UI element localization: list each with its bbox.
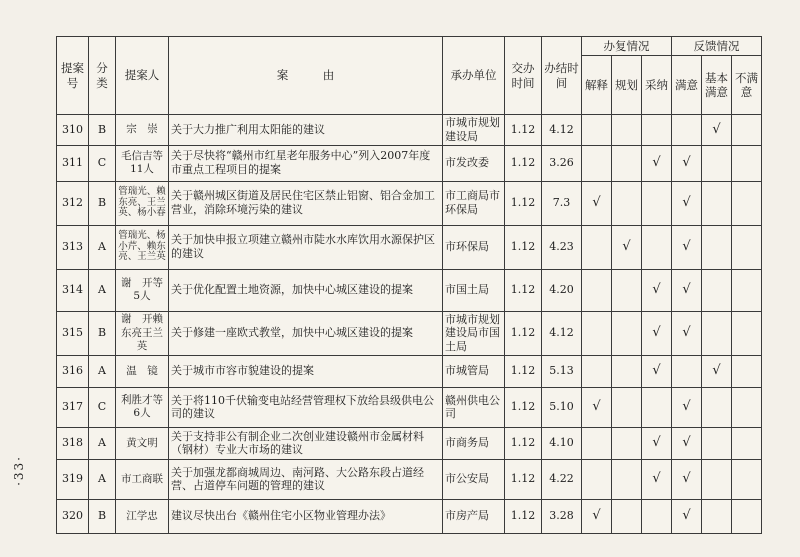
- cell-reply-adopt: [642, 225, 672, 269]
- cell-fb-unsatisfied: [732, 499, 762, 533]
- cell-assigned: 1.12: [505, 459, 542, 499]
- cell-category: C: [89, 387, 116, 427]
- cell-proposer: 管瑞光、赖东亮、王兰英、杨小春: [116, 181, 169, 225]
- header-subject: 案 由: [169, 37, 443, 115]
- cell-fb-satisfied: √: [672, 387, 702, 427]
- cell-reply-plan: [612, 499, 642, 533]
- cell-no: 311: [57, 145, 89, 181]
- cell-unit: 市城市规划建设局市国土局: [443, 311, 505, 355]
- cell-assigned: 1.12: [505, 355, 542, 387]
- cell-subject: 关于尽快将“赣州市红星老年服务中心”列入2007年度市重点工程项目的提案: [169, 145, 443, 181]
- cell-unit: 市商务局: [443, 427, 505, 459]
- cell-reply-plan: [612, 115, 642, 146]
- cell-reply-adopt: √: [642, 355, 672, 387]
- proposal-table: [56, 36, 762, 534]
- cell-reply-adopt: √: [642, 427, 672, 459]
- cell-category: B: [89, 181, 116, 225]
- cell-fb-unsatisfied: [732, 225, 762, 269]
- header-fb-unsatisfied: 不满意: [732, 56, 762, 115]
- cell-reply-adopt: √: [642, 145, 672, 181]
- cell-fb-satisfied: √: [672, 145, 702, 181]
- cell-unit: 市城管局: [443, 355, 505, 387]
- cell-no: 319: [57, 459, 89, 499]
- header-no: 提案号: [57, 37, 89, 115]
- cell-reply-plan: [612, 269, 642, 311]
- cell-reply-adopt: √: [642, 311, 672, 355]
- header-fb-basic: 基本满意: [702, 56, 732, 115]
- cell-unit: 赣州供电公司: [443, 387, 505, 427]
- cell-fb-unsatisfied: [732, 355, 762, 387]
- cell-subject: 关于加强龙都商城周边、南河路、大公路东段占道经营、占道停车问题的管理的建议: [169, 459, 443, 499]
- cell-reply-plan: [612, 311, 642, 355]
- cell-fb-basic: [702, 311, 732, 355]
- cell-reply-plan: [612, 459, 642, 499]
- cell-fb-unsatisfied: [732, 115, 762, 146]
- cell-reply-plan: [612, 427, 642, 459]
- table-row: [57, 181, 762, 225]
- cell-reply-explain: √: [582, 181, 612, 225]
- header-proposer: 提案人: [116, 37, 169, 115]
- cell-reply-explain: [582, 115, 612, 146]
- cell-proposer: 黄文明: [116, 427, 169, 459]
- cell-category: B: [89, 311, 116, 355]
- cell-fb-satisfied: √: [672, 311, 702, 355]
- table-row: [57, 459, 762, 499]
- cell-fb-basic: [702, 459, 732, 499]
- cell-category: A: [89, 355, 116, 387]
- cell-fb-satisfied: √: [672, 427, 702, 459]
- header-reply-adopt: 采纳: [642, 56, 672, 115]
- cell-fb-satisfied: √: [672, 459, 702, 499]
- table-body: [57, 115, 762, 534]
- cell-category: B: [89, 499, 116, 533]
- header-reply-plan: 规划: [612, 56, 642, 115]
- cell-subject: 关于修建一座欧式教堂，加快中心城区建设的提案: [169, 311, 443, 355]
- table-row: [57, 225, 762, 269]
- page-number: ·33·: [12, 455, 26, 486]
- cell-no: 318: [57, 427, 89, 459]
- cell-no: 312: [57, 181, 89, 225]
- cell-unit: 市国土局: [443, 269, 505, 311]
- cell-fb-satisfied: [672, 355, 702, 387]
- cell-reply-explain: [582, 427, 612, 459]
- cell-fb-basic: [702, 225, 732, 269]
- header-feedback-group: 反馈情况: [672, 37, 762, 56]
- cell-reply-adopt: [642, 115, 672, 146]
- cell-reply-explain: [582, 145, 612, 181]
- cell-category: A: [89, 269, 116, 311]
- cell-fb-basic: [702, 145, 732, 181]
- cell-assigned: 1.12: [505, 225, 542, 269]
- cell-reply-adopt: [642, 499, 672, 533]
- table-row: [57, 355, 762, 387]
- cell-fb-basic: [702, 499, 732, 533]
- cell-assigned: 1.12: [505, 145, 542, 181]
- cell-category: A: [89, 427, 116, 459]
- header-reply-group: 办复情况: [582, 37, 672, 56]
- cell-fb-unsatisfied: [732, 459, 762, 499]
- cell-assigned: 1.12: [505, 427, 542, 459]
- table-row: [57, 499, 762, 533]
- cell-unit: 市发改委: [443, 145, 505, 181]
- cell-category: B: [89, 115, 116, 146]
- cell-subject: 关于大力推广利用太阳能的建议: [169, 115, 443, 146]
- cell-reply-explain: √: [582, 387, 612, 427]
- cell-proposer: 利胜才等6人: [116, 387, 169, 427]
- cell-reply-plan: [612, 145, 642, 181]
- cell-no: 313: [57, 225, 89, 269]
- cell-fb-unsatisfied: [732, 145, 762, 181]
- table-row: [57, 311, 762, 355]
- cell-no: 316: [57, 355, 89, 387]
- cell-completed: 4.10: [542, 427, 582, 459]
- header-unit: 承办单位: [443, 37, 505, 115]
- cell-unit: 市工商局市环保局: [443, 181, 505, 225]
- cell-reply-plan: [612, 181, 642, 225]
- header-assigned: 交办时间: [505, 37, 542, 115]
- cell-fb-basic: [702, 427, 732, 459]
- cell-no: 310: [57, 115, 89, 146]
- cell-completed: 3.26: [542, 145, 582, 181]
- cell-fb-satisfied: [672, 115, 702, 146]
- cell-completed: 4.22: [542, 459, 582, 499]
- cell-fb-basic: [702, 269, 732, 311]
- cell-fb-unsatisfied: [732, 311, 762, 355]
- cell-proposer: 江学忠: [116, 499, 169, 533]
- cell-fb-satisfied: √: [672, 499, 702, 533]
- cell-assigned: 1.12: [505, 387, 542, 427]
- header-completed: 办结时间: [542, 37, 582, 115]
- header-reply-explain: 解释: [582, 56, 612, 115]
- cell-completed: 4.23: [542, 225, 582, 269]
- cell-subject: 关于城市市容市貌建设的提案: [169, 355, 443, 387]
- cell-completed: 4.12: [542, 115, 582, 146]
- header-fb-satisfied: 满意: [672, 56, 702, 115]
- cell-subject: 建议尽快出台《赣州住宅小区物业管理办法》: [169, 499, 443, 533]
- cell-proposer: 市工商联: [116, 459, 169, 499]
- cell-fb-basic: [702, 181, 732, 225]
- cell-reply-adopt: [642, 387, 672, 427]
- cell-subject: 关于优化配置土地资源，加快中心城区建设的提案: [169, 269, 443, 311]
- cell-completed: 4.12: [542, 311, 582, 355]
- table-row: [57, 145, 762, 181]
- cell-unit: 市环保局: [443, 225, 505, 269]
- cell-proposer: 温 镜: [116, 355, 169, 387]
- cell-assigned: 1.12: [505, 269, 542, 311]
- cell-proposer: 毛信吉等11人: [116, 145, 169, 181]
- cell-fb-satisfied: √: [672, 269, 702, 311]
- cell-fb-unsatisfied: [732, 269, 762, 311]
- cell-reply-explain: [582, 269, 612, 311]
- cell-unit: 市城市规划建设局: [443, 115, 505, 146]
- cell-fb-unsatisfied: [732, 387, 762, 427]
- cell-subject: 关于将110千伏输变电站经营管理权下放给县级供电公司的建议: [169, 387, 443, 427]
- cell-reply-adopt: √: [642, 459, 672, 499]
- cell-assigned: 1.12: [505, 181, 542, 225]
- cell-completed: 5.10: [542, 387, 582, 427]
- cell-subject: 关于加快申报立项建立赣州市陡水水库饮用水源保护区的建议: [169, 225, 443, 269]
- cell-reply-plan: [612, 355, 642, 387]
- header-category: 分类: [89, 37, 116, 115]
- table-row: [57, 387, 762, 427]
- cell-completed: 3.28: [542, 499, 582, 533]
- cell-category: C: [89, 145, 116, 181]
- cell-assigned: 1.12: [505, 311, 542, 355]
- cell-reply-adopt: √: [642, 269, 672, 311]
- cell-no: 315: [57, 311, 89, 355]
- cell-fb-satisfied: √: [672, 225, 702, 269]
- cell-subject: 关于赣州城区街道及居民住宅区禁止铝窗、铝合金加工营业，消除环境污染的建议: [169, 181, 443, 225]
- cell-completed: 7.3: [542, 181, 582, 225]
- cell-no: 320: [57, 499, 89, 533]
- cell-reply-explain: [582, 311, 612, 355]
- cell-reply-explain: [582, 459, 612, 499]
- table-row: [57, 115, 762, 146]
- cell-reply-explain: √: [582, 499, 612, 533]
- cell-reply-adopt: [642, 181, 672, 225]
- cell-assigned: 1.12: [505, 499, 542, 533]
- cell-category: A: [89, 225, 116, 269]
- cell-fb-satisfied: √: [672, 181, 702, 225]
- cell-proposer: 谢 开等5人: [116, 269, 169, 311]
- cell-proposer: 宗 崇: [116, 115, 169, 146]
- cell-reply-plan: √: [612, 225, 642, 269]
- cell-proposer: 谢 开赖东亮王兰英: [116, 311, 169, 355]
- cell-unit: 市房产局: [443, 499, 505, 533]
- cell-completed: 4.20: [542, 269, 582, 311]
- cell-reply-explain: [582, 355, 612, 387]
- cell-fb-basic: √: [702, 115, 732, 146]
- cell-reply-plan: [612, 387, 642, 427]
- cell-category: A: [89, 459, 116, 499]
- cell-fb-unsatisfied: [732, 427, 762, 459]
- cell-fb-unsatisfied: [732, 181, 762, 225]
- cell-subject: 关于支持非公有制企业二次创业建设赣州市金属材料（钢材）专业大市场的建议: [169, 427, 443, 459]
- table-row: [57, 427, 762, 459]
- cell-fb-basic: [702, 387, 732, 427]
- cell-assigned: 1.12: [505, 115, 542, 146]
- cell-reply-explain: [582, 225, 612, 269]
- table-row: [57, 269, 762, 311]
- cell-fb-basic: √: [702, 355, 732, 387]
- cell-unit: 市公安局: [443, 459, 505, 499]
- cell-no: 314: [57, 269, 89, 311]
- cell-completed: 5.13: [542, 355, 582, 387]
- cell-proposer: 管瑞光、杨小芹、赖东亮、王兰英: [116, 225, 169, 269]
- cell-no: 317: [57, 387, 89, 427]
